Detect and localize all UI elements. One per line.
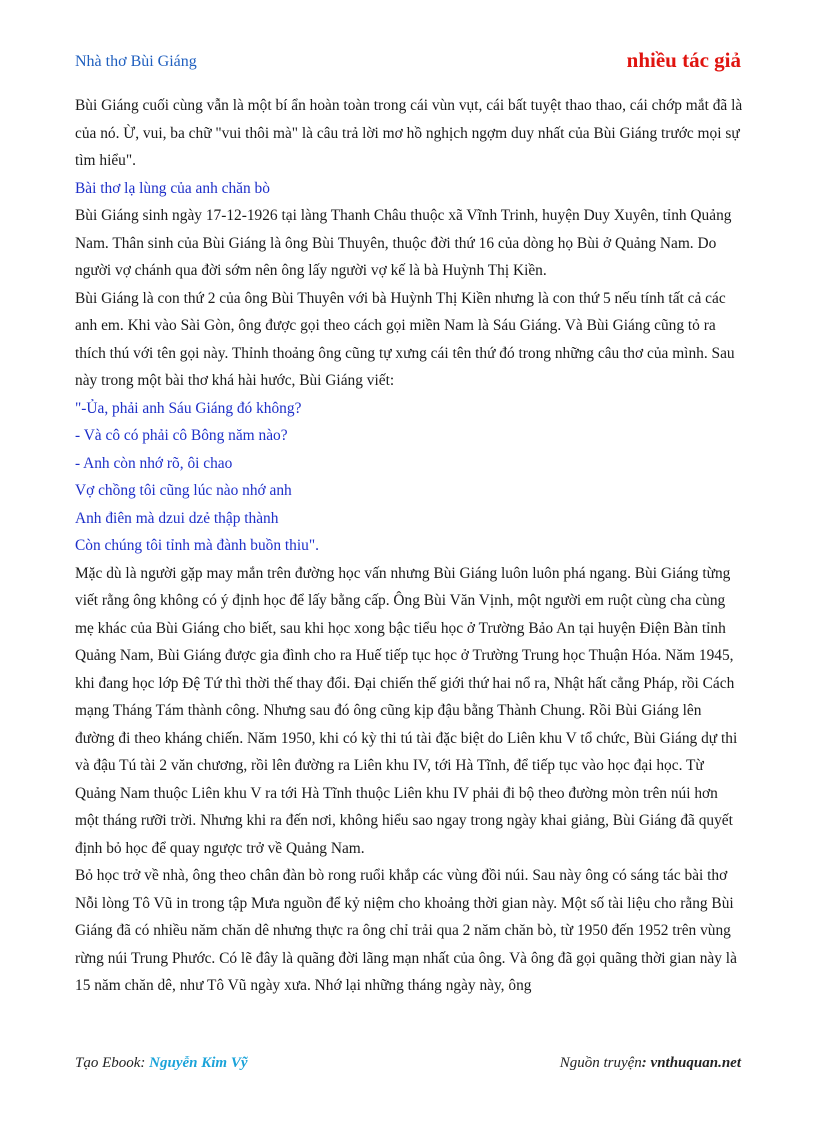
paragraph: Bỏ học trở về nhà, ông theo chân đàn bò rong ruổi khắp các vùng đồi núi. Sau này ông có sáng tác bài thơ Nỗi lòng Tô Vũ in trong tập Mưa nguồn để kỷ niệm cho khoảng thời gian này. Một số tài liệu cho rằng Bùi Giáng đã có nhiều năm chăn dê nhưng thực ra ông chỉ trải qua 2 năm chăn bò, từ 1950 đến 1952 trên vùng rừng núi Trung Phước. Có lẽ đây là quãng đời lãng mạn nhất của ông. Và ông đã gọi quãng thời gian này là 15 năm chăn dê, như Tô Vũ ngày xưa. Nhớ lại những tháng ngày này, ông bbox=[75, 867, 737, 994]
source-site: vnthuquan.net bbox=[650, 1055, 741, 1071]
paragraph: Bùi Giáng cuối cùng vẫn là một bí ẩn hoàn toàn trong cái vùn vụt, cái bất tuyệt thao thao, cái chớp mắt đã là của nó. Ừ, vui, ba chữ "vui thôi mà" là câu trả lời mơ hồ nghịch ngợm duy nhất của Bùi Giáng trước mọi sự tìm hiểu". bbox=[75, 97, 743, 169]
paragraph: Mặc dù là người gặp may mắn trên đường học vấn nhưng Bùi Giáng luôn luôn phá ngang. Bùi Giáng từng viết rằng ông không có ý định học để lấy bằng cấp. Ông Bùi Văn Vịnh, một người em ruột cùng cha cùng mẹ khác của Bùi Giáng cho biết, sau khi học xong bậc tiểu học ở Trường Bảo An tại huyện Điện Bàn tỉnh Quảng Nam, Bùi Giáng được gia đình cho ra Huế tiếp tục học ở Trường Trung học Thuận Hóa. Năm 1945, khi đang học lớp Đệ Tứ thì thời thế thay đổi. Đại chiến thế giới thứ hai nổ ra, Nhật hất cẳng Pháp, rồi Cách mạng Tháng Tám thành công. Nhưng sau đó ông cũng kịp đậu bằng Thành Chung. Rồi Bùi Giáng lên đường đi theo kháng chiến. Năm 1950, khi có kỳ thi tú tài đặc biệt do Liên khu V tổ chức, Bùi Giáng dự thi và đậu Tú tài 2 văn chương, rồi lên đường ra Liên khu IV, tới Hà Tĩnh, để tiếp tục vào học đại học. Từ Quảng Nam thuộc Liên khu V ra tới Hà Tĩnh thuộc Liên khu IV phải đi bộ theo đường mòn trên núi hơn một tháng rưỡi trời. Nhưng khi ra đến nơi, không hiểu sao ngay trong ngày khai giảng, Bùi Giáng đã quyết định bỏ học để quay ngược trở về Quảng Nam. bbox=[75, 564, 738, 857]
source-credit bbox=[560, 1055, 741, 1072]
page-header bbox=[75, 48, 741, 76]
source-separator: : bbox=[641, 1055, 651, 1071]
poem-line: "-Ủa, phải anh Sáu Giáng đó không? bbox=[75, 399, 302, 417]
source-label: Nguồn truyện bbox=[559, 1055, 642, 1071]
paragraph: Bùi Giáng là con thứ 2 của ông Bùi Thuyên với bà Huỳnh Thị Kiền nhưng là con thứ 5 nếu tính tất cả các anh em. Khi vào Sài Gòn, ông được gọi theo cách gọi miền Nam là Sáu Giáng. Và Bùi Giáng cũng tỏ ra thích thú với tên gọi này. Thỉnh thoảng ông cũng tự xưng cái tên thứ đó trong những câu thơ của mình. Sau này trong một bài thơ khá hài hước, Bùi Giáng viết: bbox=[75, 289, 735, 389]
paragraph: Bùi Giáng sinh ngày 17-12-1926 tại làng Thanh Châu thuộc xã Vĩnh Trinh, huyện Duy Xuyên, tỉnh Quảng Nam. Thân sinh của Bùi Giáng là ông Bùi Thuyên, thuộc đời thứ 16 của dòng họ Bùi ở Quảng Nam. Do người vợ chánh qua đời sớm nên ông lấy người vợ kế là bà Huỳnh Thị Kiền. bbox=[75, 207, 732, 279]
book-title: Nhà thơ Bùi Giáng bbox=[75, 53, 197, 70]
ebook-separator: : bbox=[140, 1055, 150, 1071]
ebook-label: Tạo Ebook bbox=[75, 1055, 141, 1071]
page-body bbox=[75, 92, 744, 1000]
ebook-creator-name: Nguyễn Kim Vỹ bbox=[149, 1055, 248, 1071]
poem-line: Anh điên mà dzui dzẻ thập thành bbox=[75, 509, 279, 527]
author-label: nhiều tác giả bbox=[626, 48, 741, 72]
poem-line: Vợ chồng tôi cũng lúc nào nhớ anh bbox=[75, 482, 292, 499]
poem-line: Còn chúng tôi tỉnh mà đành buồn thiu". bbox=[75, 537, 319, 554]
ebook-credit bbox=[75, 1055, 248, 1072]
poem-line: - Và cô có phải cô Bông năm nào? bbox=[75, 427, 288, 444]
poem-line: - Anh còn nhớ rõ, ôi chao bbox=[75, 454, 233, 472]
section-heading: Bài thơ lạ lùng của anh chăn bò bbox=[75, 179, 270, 197]
page-footer bbox=[75, 1055, 741, 1077]
